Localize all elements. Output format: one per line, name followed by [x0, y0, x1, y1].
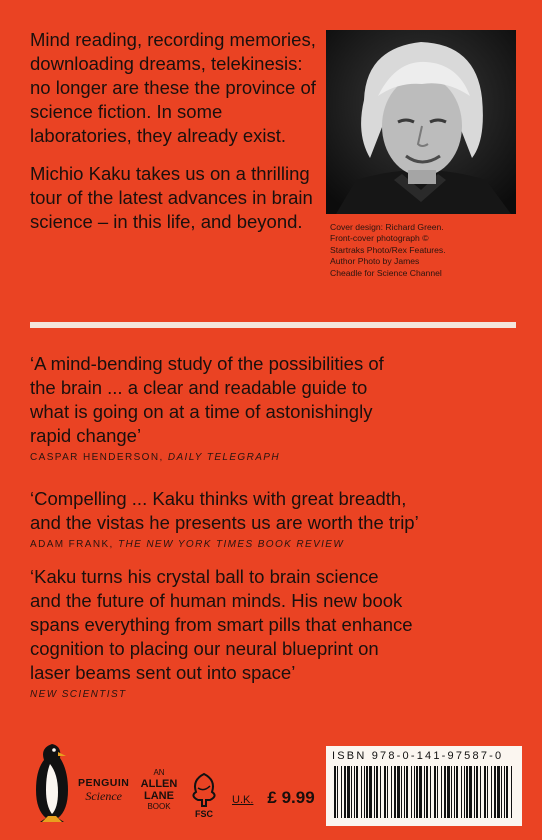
svg-text:FSC: FSC — [195, 809, 213, 819]
photo-credit: Cover design: Richard Green. Front-cover photograph © Startraks Photo/Rex Features. Author Photo by James Cheadle for Science Channel — [330, 222, 446, 278]
allen-lane-logo: AN ALLEN LANE BOOK — [140, 768, 178, 811]
quote-attribution: NEW SCIENTIST — [30, 689, 127, 700]
quote-text: ‘Compelling ... Kaku thinks with great breadth, and the vistas he presents us are worth the trip’ — [30, 488, 419, 533]
blurb-paragraph-1: Mind reading, recording memories, downloading dreams, telekinesis: no longer are these the province of science fiction. In some laboratories, they already exist. — [30, 29, 316, 146]
blurb-paragraph-2: Michio Kaku takes us on a thrilling tour of the latest advances in brain science – in this life, and beyond. — [30, 163, 313, 232]
quote-text: ‘A mind-bending study of the possibilities of the brain ... a clear and readable guide to what is going on at a time of astonishingly rapid change’ — [30, 353, 384, 446]
fsc-tree-icon — [186, 770, 222, 820]
review-quote-3 — [30, 565, 520, 700]
barcode-bars — [334, 766, 514, 818]
divider-rule — [30, 322, 516, 328]
quote-text: ‘Kaku turns his crystal ball to brain science and the future of human minds. His new book spans everything from smart pills that enhance cognition to placing our neural blueprint on laser beams sent out into space’ — [30, 566, 413, 683]
review-quote-2 — [30, 487, 520, 550]
isbn-barcode — [326, 746, 522, 826]
imprint-label: PENGUIN Science — [78, 777, 130, 803]
back-cover-blurb — [30, 28, 320, 248]
back-cover-footer — [0, 730, 542, 840]
quote-attribution: CASPAR HENDERSON, DAILY TELEGRAPH — [30, 452, 280, 463]
isbn-number: ISBN 978-0-141-97587-0 — [332, 750, 504, 762]
review-quote-1 — [30, 352, 520, 463]
penguin-logo-icon — [28, 740, 76, 824]
quote-attribution: ADAM FRANK, THE NEW YORK TIMES BOOK REVIEW — [30, 539, 345, 550]
author-photo — [326, 30, 516, 214]
price-label: U.K. £ 9.99 — [232, 788, 315, 807]
